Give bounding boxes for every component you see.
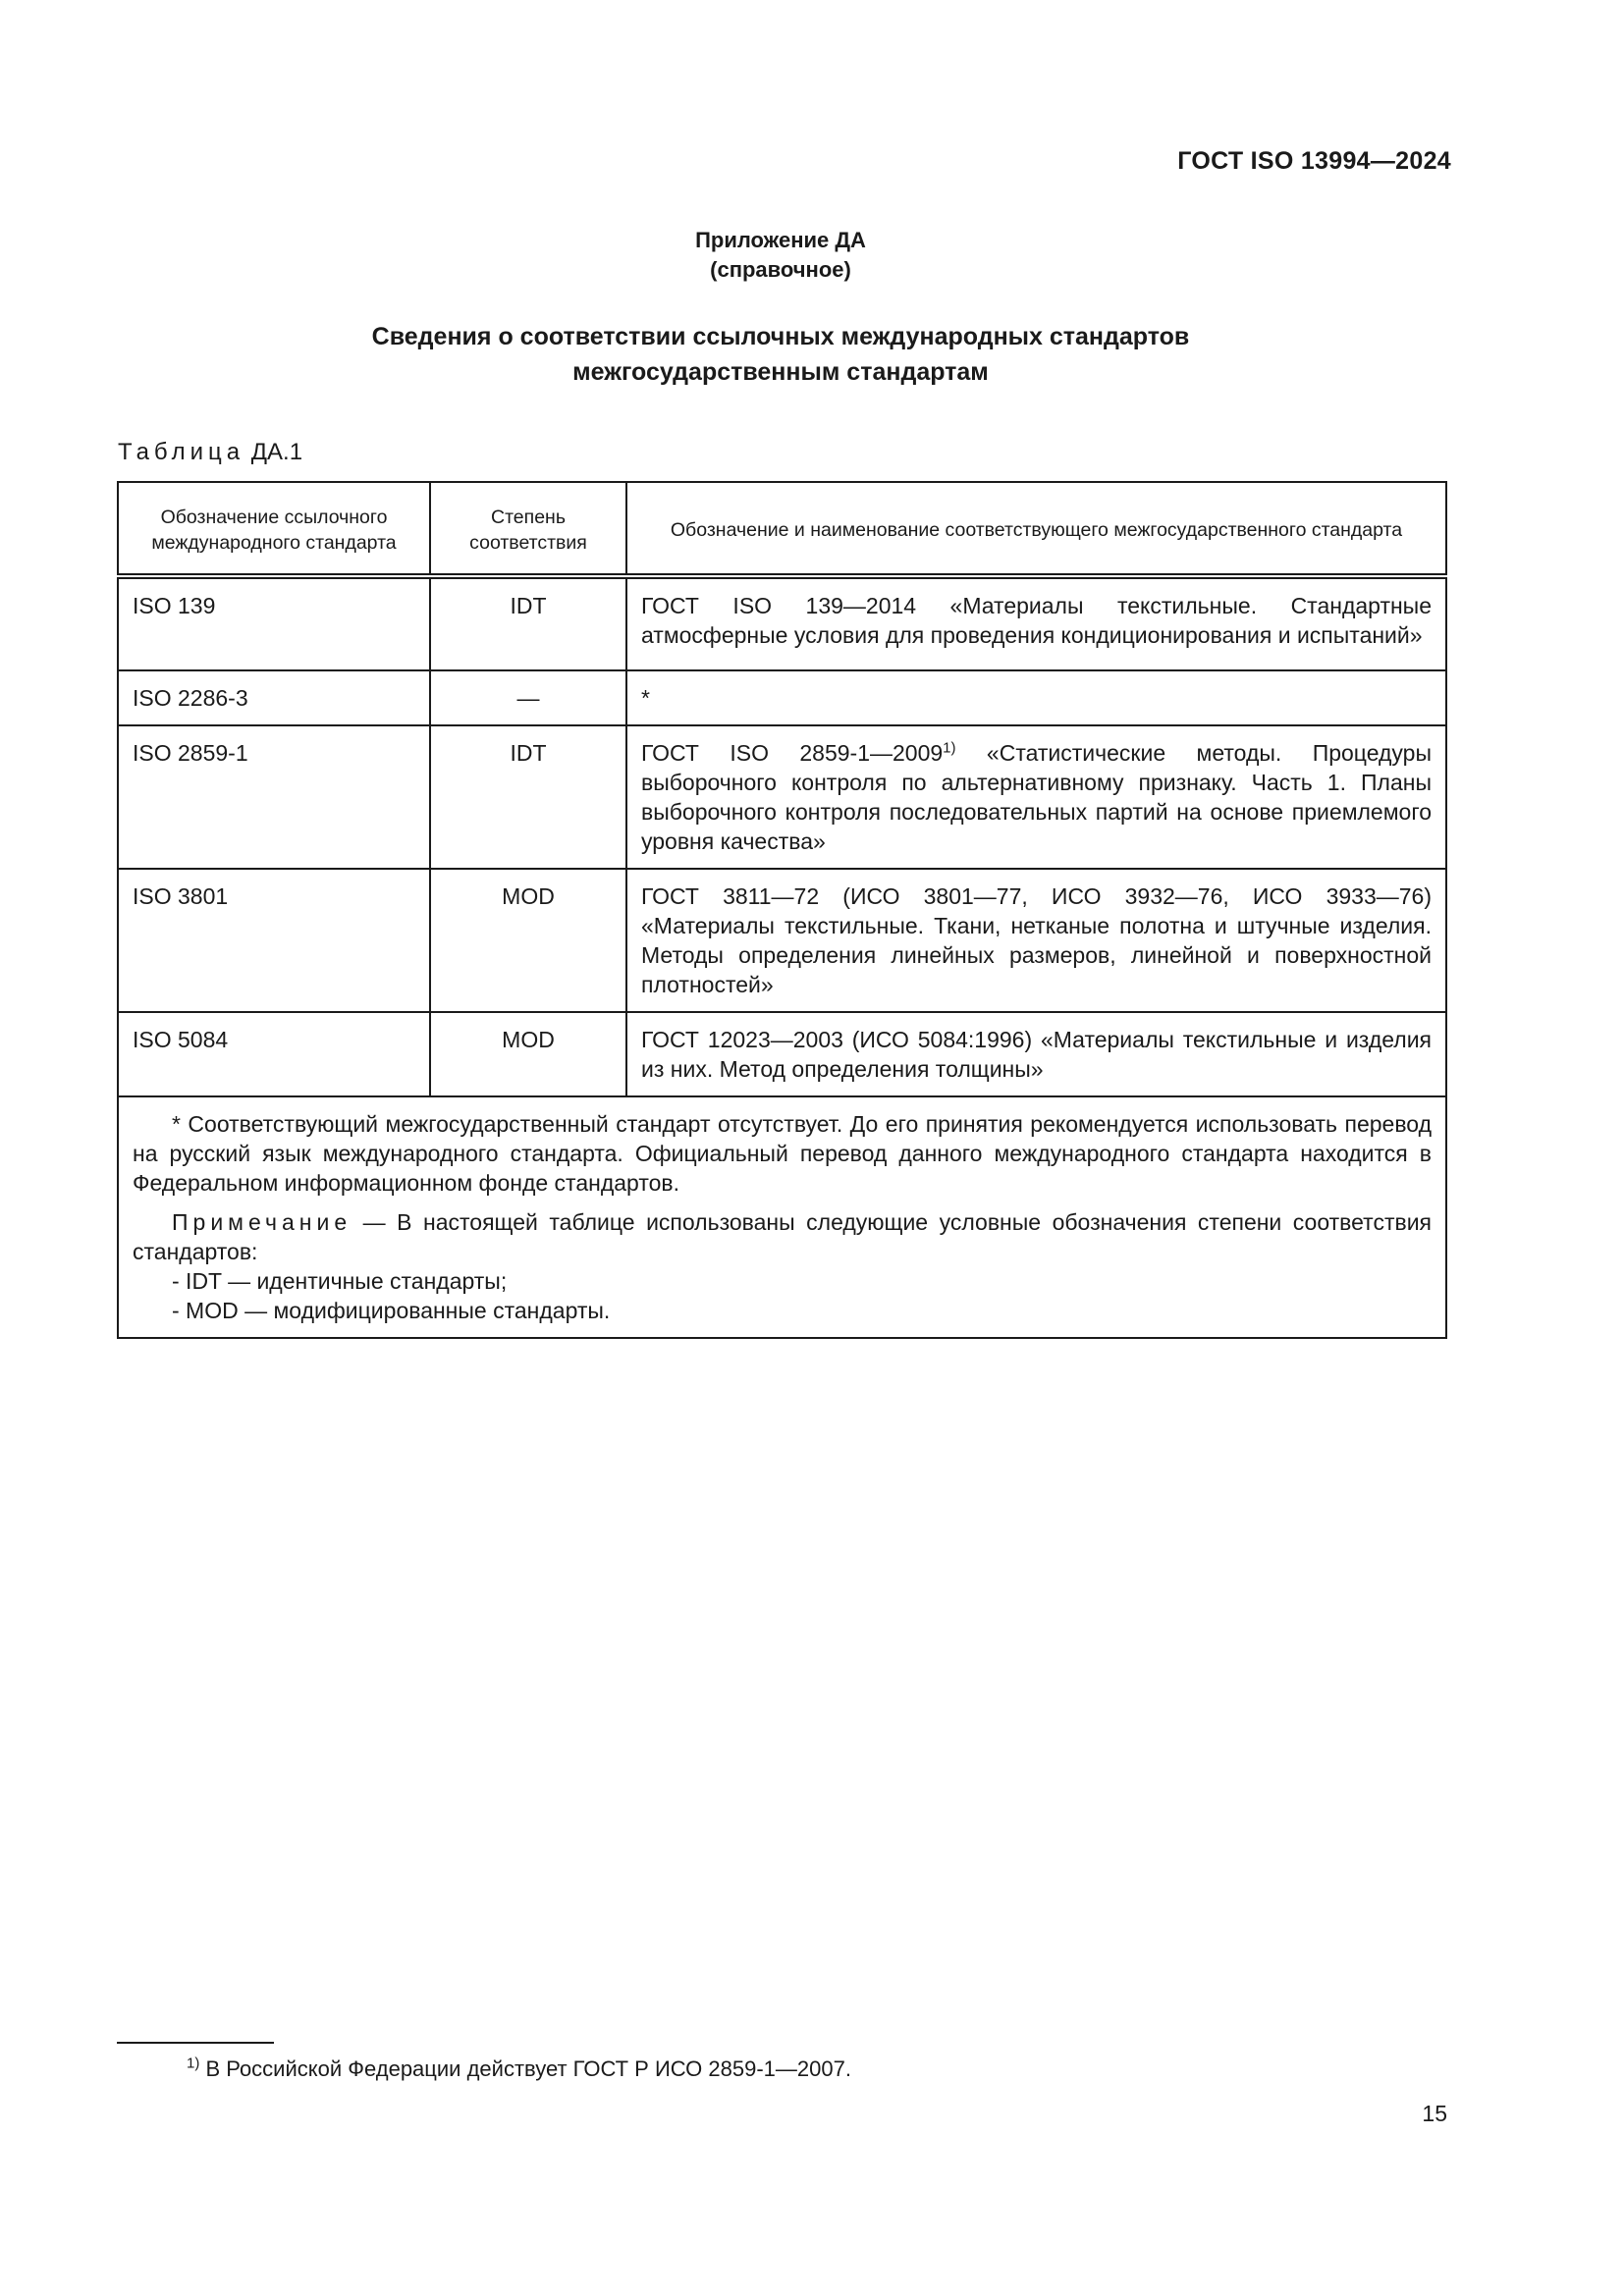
footnote-marker: 1) <box>943 739 956 757</box>
table-row <box>118 869 1446 1012</box>
note-text: — В настоящей таблице использованы следующие условные обозначения степени соответствия стандартов: <box>133 1209 1432 1264</box>
title-line-1: Сведения о соответствии ссылочных международных стандартов <box>371 323 1190 350</box>
note-item-idt: - IDT — идентичные стандарты; <box>172 1268 508 1294</box>
appendix-heading <box>0 226 1561 285</box>
cell-degree: MOD <box>430 869 626 1012</box>
cell-degree: IDT <box>430 576 626 670</box>
cell-reference: ISO 3801 <box>118 869 430 1012</box>
header-interstate-standard: Обозначение и наименование соответствующего межгосударственного стандарта <box>626 482 1446 576</box>
table-row <box>118 1012 1446 1096</box>
footnote-marker: 1) <box>187 2055 200 2072</box>
appendix-label: Приложение ДА <box>695 228 866 252</box>
footnote <box>187 2056 851 2082</box>
table-row <box>118 670 1446 725</box>
cell-reference: ISO 2286-3 <box>118 670 430 725</box>
header-reference-standard: Обозначение ссылочного международного стандарта <box>118 482 430 576</box>
table-caption <box>118 439 302 466</box>
footnote-divider <box>117 2042 274 2044</box>
star-note: * Соответствующий межгосударственный стандарт отсутствует. До его принятия рекомендуется использовать перевод на русский язык международного стандарта. Официальный перевод данного международного стандарта находится в Федеральном информационном фонде стандартов. <box>133 1111 1432 1196</box>
cell-reference: ISO 139 <box>118 576 430 670</box>
desc-title: «Статистические методы. Процедуры выборочного контроля по альтернативному признаку. Часть 1. Планы выборочного контроля последовательных партий на основе приемлемого уровня качества» <box>641 740 1432 854</box>
cell-description: ГОСТ 3811—72 (ИСО 3801—77, ИСО 3932—76, ИСО 3933—76) «Материалы текстильные. Ткани, нетканые полотна и штучные изделия. Методы определения линейных размеров, линейной и поверхностной плотностей» <box>626 869 1446 1012</box>
cell-description <box>626 725 1446 869</box>
note-item-mod: - MOD — модифицированные стандарты. <box>172 1298 611 1323</box>
footnote-text: В Российской Федерации действует ГОСТ Р ИСО 2859-1—2007. <box>199 2056 851 2081</box>
page-title <box>0 319 1561 390</box>
table-header-row <box>118 482 1446 576</box>
table-row <box>118 576 1446 670</box>
table-notes-row <box>118 1096 1446 1338</box>
cell-degree: — <box>430 670 626 725</box>
title-line-2: межгосударственным стандартам <box>572 358 989 386</box>
page-number: 15 <box>1422 2101 1447 2126</box>
cell-description: ГОСТ ISO 139—2014 «Материалы текстильные. Стандартные атмосферные условия для проведения кондиционирования и испытаний» <box>626 576 1446 670</box>
cell-description: * <box>626 670 1446 725</box>
cell-degree: MOD <box>430 1012 626 1096</box>
note <box>133 1207 1432 1266</box>
document-code: ГОСТ ISO 13994—2024 <box>1177 147 1451 175</box>
desc-standard: ГОСТ ISO 2859-1—2009 <box>641 740 944 766</box>
note-label: Примечание <box>172 1209 352 1235</box>
table-caption-word: Таблица <box>118 439 245 465</box>
cell-reference: ISO 5084 <box>118 1012 430 1096</box>
cell-description: ГОСТ 12023—2003 (ИСО 5084:1996) «Материалы текстильные и изделия из них. Метод определения толщины» <box>626 1012 1446 1096</box>
header-degree: Степень соответствия <box>430 482 626 576</box>
cell-reference: ISO 2859-1 <box>118 725 430 869</box>
standards-table <box>117 481 1447 1339</box>
table-notes <box>118 1096 1446 1338</box>
appendix-kind: (справочное) <box>710 257 851 282</box>
table-caption-number: ДА.1 <box>250 439 303 465</box>
cell-degree: IDT <box>430 725 626 869</box>
table-row <box>118 725 1446 869</box>
